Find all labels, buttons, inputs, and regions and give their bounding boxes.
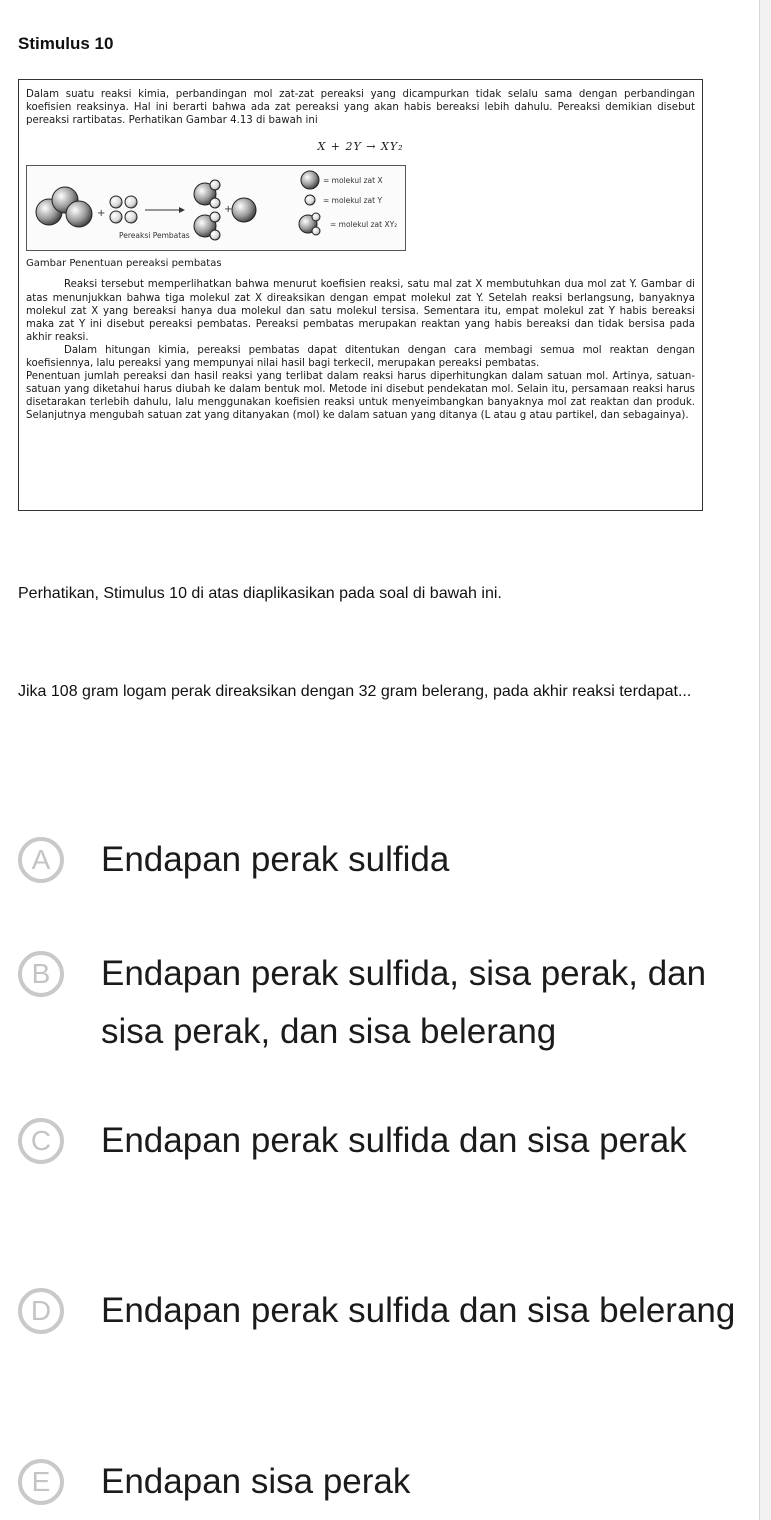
reactant-y-molecules xyxy=(110,196,137,223)
limiting-reagent-figure xyxy=(26,165,406,251)
option-a-text[interactable]: Endapan perak sulfida xyxy=(101,840,450,879)
figure-plus-1: + xyxy=(97,208,106,220)
stimulus-paragraph-2: Reaksi tersebut memperlihatkan bahwa menurut koefisien reaksi, satu mal zat X membutuhkan dua mol zat Y. Gambar di atas menunjukkan bahwa tiga molekul zat X direaksikan dengan empat molekul zat Y. Setelah reaksi berlangsung, banyaknya molekul zat X yang bereaksi hanya dua molekul dan satu molekul tersisa. Sementara itu, empat molekul zat Y habis bereaksi maka zat Y ini disebut pereaksi pembatas. Pereaksi pembatas merupakan reaktan yang habis bereaksi dan tidak bersisa pada akhir reaksi. xyxy=(26,279,695,343)
option-d-letter[interactable]: D xyxy=(18,1288,64,1334)
legend-y: = molekul zat Y xyxy=(323,196,383,206)
label-pereaksi-pembatas: Pereaksi Pembatas xyxy=(119,231,190,241)
leftover-x-molecule xyxy=(232,198,256,222)
option-c-letter[interactable]: C xyxy=(18,1118,64,1164)
option-c-text[interactable]: Endapan perak sulfida dan sisa perak xyxy=(101,1121,687,1160)
legend-xy2: = molekul zat XY₂ xyxy=(330,220,398,230)
stimulus-paragraph-4: Penentuan jumlah pereaksi dan hasil reaksi yang terlibat dalam reaksi harus diperhitungkan dalam satuan mol. Artinya, satuan-satuan yang diketahui harus diubah ke dalam bentuk mol. Metode ini disebut pendekatan mol. Selain itu, persamaan reaksi harus disetarakan terlebih dahulu, lalu menggunakan koefisien reaksi untuk menyeimbangkan banyaknya mol zat reaktan dan produk. Selanjutnya mengubah satuan zat yang ditanyakan (mol) ke dalam satuan yang ditanya (L atau g atau partikel, dan sebagainya). xyxy=(26,371,695,422)
lead-text: Perhatikan, Stimulus 10 di atas diaplikasikan pada soal di bawah ini. xyxy=(18,585,502,602)
figure-plus-2: + xyxy=(224,204,233,216)
option-a-letter[interactable]: A xyxy=(18,837,64,883)
option-e-text[interactable]: Endapan sisa perak xyxy=(101,1462,411,1501)
option-e-letter[interactable]: E xyxy=(18,1459,64,1505)
figure-legend xyxy=(299,171,397,235)
stimulus-box xyxy=(18,79,703,511)
stimulus-paragraph-3: Dalam hitungan kimia, pereaksi pembatas dapat ditentukan dengan cara membagi semua mol reaktan dengan koefisiennya, lalu pereaksi yang mempunyai nilai hasil bagi terkecil, merupakan pereaksi pembatas. xyxy=(26,344,695,370)
product-xy2-molecules xyxy=(194,180,220,240)
option-b-text[interactable]: Endapan perak sulfida, sisa perak, dan sisa perak, dan sisa belerang xyxy=(101,954,707,1051)
stimulus-title: Stimulus 10 xyxy=(18,34,114,53)
question-text: Jika 108 gram logam perak direaksikan dengan 32 gram belerang, pada akhir reaksi terdapat... xyxy=(18,683,692,700)
legend-x: = molekul zat X xyxy=(323,176,383,186)
molecule-diagram xyxy=(27,166,405,250)
option-d-text[interactable]: Endapan perak sulfida dan sisa belerang xyxy=(101,1291,736,1330)
scrollbar-edge xyxy=(759,0,771,1520)
figure-caption: Gambar Penentuan pereaksi pembatas xyxy=(26,258,222,270)
reaction-equation: X + 2Y → XY₂ xyxy=(317,140,404,154)
reactant-x-molecules xyxy=(36,187,92,227)
option-b-letter[interactable]: B xyxy=(18,951,64,997)
stimulus-paragraph-1: Dalam suatu reaksi kimia, perbandingan mol zat-zat pereaksi yang dicampurkan tidak selalu sama dengan perbandingan koefisien reaksinya. Hal ini berarti bahwa ada zat pereaksi yang akan habis bereaksi lebih dahulu. Pereaksi demikian disebut pereaksi rartibatas. Perhatikan Gambar 4.13 di bawah ini xyxy=(26,89,695,127)
